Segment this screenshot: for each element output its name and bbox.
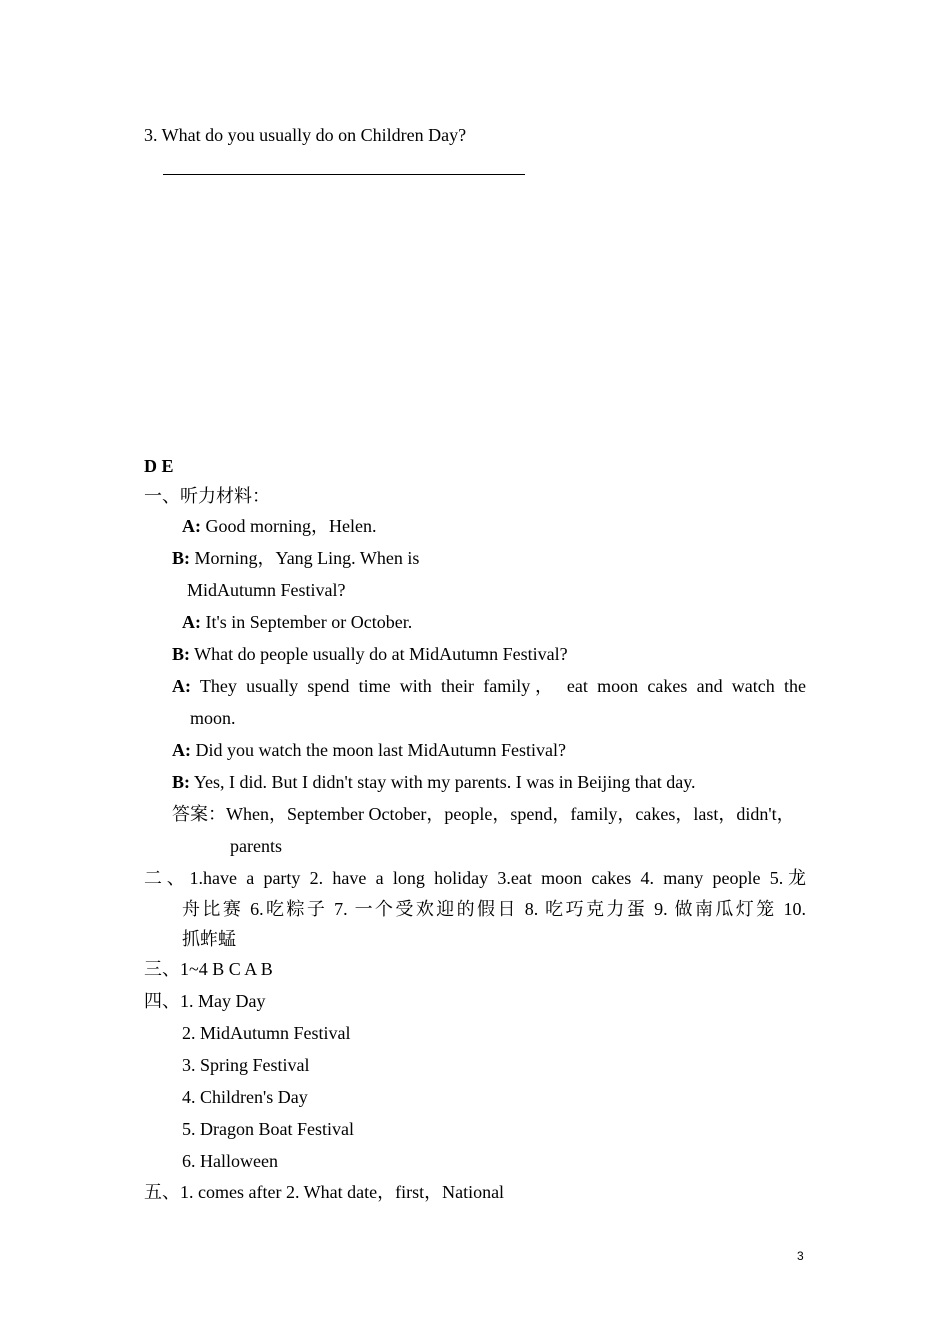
section4-item: 6. Halloween: [182, 1151, 278, 1171]
dialogue-text: Morning，Yang Ling. When is: [190, 548, 420, 568]
dialogue-line: [187, 578, 346, 602]
dialogue-line: [172, 770, 696, 794]
section4-item: 4. Children's Day: [182, 1087, 308, 1107]
dialogue-text: MidAutumn Festival?: [187, 580, 346, 600]
dialogue-text: It's in September or October.: [201, 612, 413, 632]
dialogue-line: [190, 706, 236, 730]
speaker-label: A:: [172, 676, 191, 696]
question-3: 3. What do you usually do on Children Day?: [144, 125, 467, 145]
dialogue-text: Did you watch the moon last MidAutumn Festival?: [191, 740, 566, 760]
section4-item: 2. MidAutumn Festival: [182, 1023, 351, 1043]
dialogue-line: [172, 642, 568, 666]
speaker-label: A:: [182, 612, 201, 632]
answer-key-line: 答案：When，September October，people，spend，family，cakes，last，didn't，: [172, 804, 795, 824]
dialogue-text: Good morning，Helen.: [201, 516, 377, 536]
section4-item: 5. Dragon Boat Festival: [182, 1119, 354, 1139]
dialogue-line: [172, 674, 806, 698]
heading-de: D E: [144, 456, 174, 476]
section4-item: 四、1. May Day: [144, 991, 266, 1011]
section3-answers: 三、1~4 B C A B: [144, 959, 273, 979]
dialogue-text: moon.: [190, 708, 236, 728]
dialogue-line: [172, 546, 419, 570]
dialogue-line: [182, 514, 376, 538]
section2-line: 抓蚱蜢: [182, 929, 236, 949]
section1-title: 一、听力材料：: [144, 486, 270, 506]
dialogue-line: [182, 610, 412, 634]
section4-item: 3. Spring Festival: [182, 1055, 310, 1075]
speaker-label: A:: [172, 740, 191, 760]
answer-key-continuation: parents: [230, 836, 282, 856]
dialogue-text: Yes, I did. But I didn't stay with my parents. I was in Beijing that day.: [190, 772, 696, 792]
speaker-label: B:: [172, 644, 190, 664]
speaker-label: B:: [172, 772, 190, 792]
section2-line: 二、1.have a party 2. have a long holiday 3.eat moon cakes 4. many people 5.龙: [144, 868, 806, 888]
dialogue-line: [172, 738, 566, 762]
speaker-label: B:: [172, 548, 190, 568]
section2-line: 舟比赛 6.吃粽子 7. 一个受欢迎的假日 8. 吃巧克力蛋 9. 做南瓜灯笼 10.: [182, 899, 806, 919]
dialogue-text: They usually spend time with their family， eat moon cakes and watch the: [191, 676, 806, 696]
page-number: 3: [797, 1249, 804, 1263]
dialogue-text: What do people usually do at MidAutumn Festival?: [190, 644, 568, 664]
section5-answers: 五、1. comes after 2. What date，first，National: [144, 1182, 505, 1202]
speaker-label: A:: [182, 516, 201, 536]
answer-blank-line: [163, 174, 525, 175]
